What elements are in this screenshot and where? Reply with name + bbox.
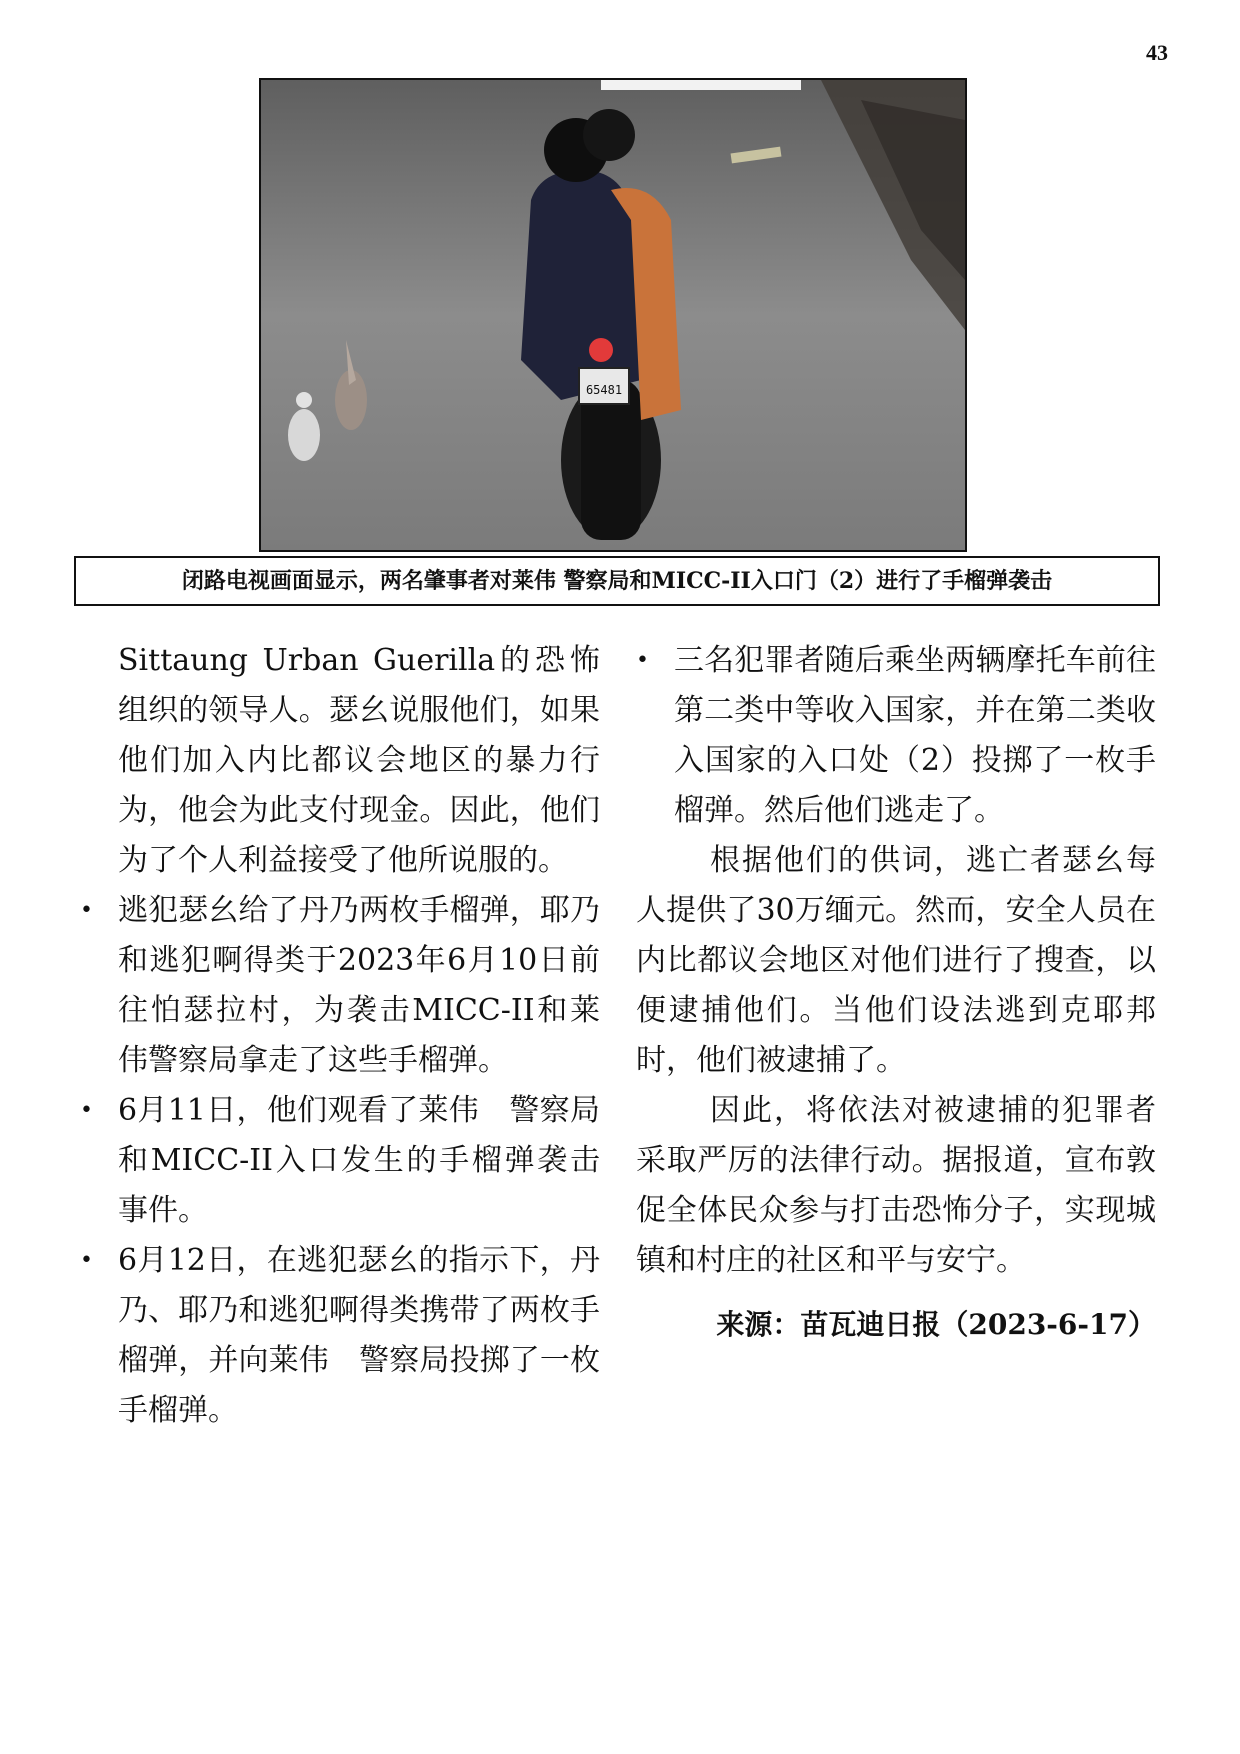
continuation-paragraph: Sittaung Urban Guerilla的恐怖组织的领导人。瑟幺说服他们，如果他们加入内比都议会地区的暴力行为，他会为此支付现金。因此，他们为了个人利益接受了他所说服的。	[118, 643, 600, 878]
body-paragraph: 根据他们的供词，逃亡者瑟幺每人提供了30万缅元。然而，安全人员在内比都议会地区对他们进行了搜查，以便逮捕他们。当他们设法逃到克耶邦时，他们被逮捕了。	[636, 843, 1156, 1078]
license-plate: 65481	[585, 383, 623, 397]
bullet-icon: •	[80, 1098, 93, 1123]
bullet-item: • 6月11日，他们观看了莱伟 警察局和MICC-II入口发生的手榴弹袭击事件。	[80, 1086, 600, 1236]
left-column	[80, 636, 600, 1436]
body-paragraph: 因此，将依法对被逮捕的犯罪者采取严厉的法律行动。据报道，宣布敦促全体民众参与打击恐怖分子，实现城镇和村庄的社区和平与安宁。	[636, 1093, 1156, 1278]
page-number: 43	[1146, 40, 1168, 65]
bullet-item: • 逃犯瑟幺给了丹乃两枚手榴弹，耶乃和逃犯啊得类于2023年6月10日前往怕瑟拉村，为袭击MICC-II和莱伟警察局拿走了这些手榴弹。	[80, 886, 600, 1086]
bullet-icon: •	[636, 648, 649, 673]
photo-caption: 闭路电视画面显示，两名肇事者对莱伟 警察局和MICC-II入口门（2）进行了手榴弹袭击	[74, 556, 1160, 606]
bullet-item: • 6月12日，在逃犯瑟幺的指示下，丹乃、耶乃和逃犯啊得类携带了两枚手榴弹，并向莱伟 警察局投掷了一枚手榴弹。	[80, 1236, 600, 1436]
source-citation: 来源：苗瓦迪日报（2023-6-17）	[716, 1308, 1156, 1341]
cctv-photo	[259, 78, 967, 552]
bullet-icon: •	[80, 898, 93, 923]
bullet-item: • 三名犯罪者随后乘坐两辆摩托车前往第二类中等收入国家，并在第二类收入国家的入口处（2）投掷了一枚手榴弹。然后他们逃走了。	[636, 636, 1156, 836]
bullet-icon: •	[80, 1248, 93, 1273]
right-column	[636, 636, 1156, 1350]
